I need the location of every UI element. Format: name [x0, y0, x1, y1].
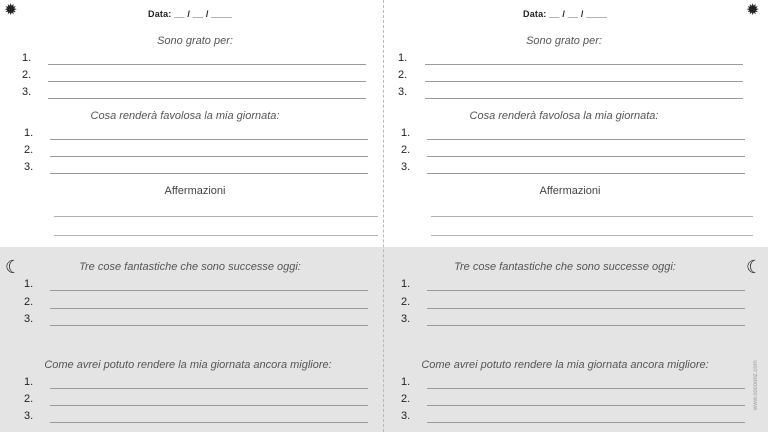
grateful-title: Sono grato per:	[526, 35, 602, 47]
moon-icon: ☾	[746, 257, 763, 277]
grateful-title: Sono grato per:	[157, 35, 233, 47]
list-number: 1.	[398, 52, 408, 64]
list-number: 2.	[24, 144, 34, 156]
writing-line[interactable]	[427, 173, 745, 174]
writing-line[interactable]	[48, 81, 366, 82]
affermazioni-title: Affermazioni	[539, 185, 601, 197]
list-number: 1.	[401, 278, 411, 290]
list-number: 1.	[401, 127, 411, 139]
list-number: 3.	[22, 86, 32, 98]
tre-cose-title: Tre cose fantastiche che sono successe oggi:	[79, 261, 301, 273]
writing-line[interactable]	[54, 216, 378, 217]
writing-line[interactable]	[54, 235, 378, 236]
writing-line[interactable]	[48, 64, 366, 65]
list-number: 2.	[401, 296, 411, 308]
writing-line[interactable]	[427, 156, 745, 157]
list-number: 1.	[401, 376, 411, 388]
writing-line[interactable]	[50, 405, 368, 406]
writing-line[interactable]	[427, 325, 745, 326]
migliore-title: Come avrei potuto rendere la mia giornata ancora migliore:	[44, 359, 332, 371]
list-number: 1.	[22, 52, 32, 64]
writing-line[interactable]	[425, 81, 743, 82]
favolosa-title: Cosa renderà favolosa la mia giornata:	[90, 110, 280, 122]
list-number: 2.	[398, 69, 408, 81]
cut-line-divider	[383, 0, 384, 432]
list-number: 3.	[24, 410, 34, 422]
list-number: 2.	[24, 296, 34, 308]
writing-line[interactable]	[427, 139, 745, 140]
list-number: 1.	[24, 127, 34, 139]
list-number: 3.	[398, 86, 408, 98]
favolosa-title: Cosa renderà favolosa la mia giornata:	[469, 110, 659, 122]
writing-line[interactable]	[50, 388, 368, 389]
list-number: 3.	[401, 161, 411, 173]
journal-card-left	[0, 0, 383, 432]
writing-line[interactable]	[427, 290, 745, 291]
writing-line[interactable]	[425, 64, 743, 65]
writing-line[interactable]	[431, 216, 753, 217]
journal-card-right	[385, 0, 768, 432]
list-number: 3.	[401, 313, 411, 325]
list-number: 2.	[24, 393, 34, 405]
date-field: Data: __ / __ / ____	[148, 9, 233, 19]
sun-icon: ✹	[746, 2, 760, 19]
list-number: 2.	[401, 144, 411, 156]
writing-line[interactable]	[50, 139, 368, 140]
list-number: 1.	[24, 278, 34, 290]
writing-line[interactable]	[425, 98, 743, 99]
writing-line[interactable]	[50, 156, 368, 157]
list-number: 2.	[401, 393, 411, 405]
writing-line[interactable]	[431, 235, 753, 236]
affermazioni-title: Affermazioni	[164, 185, 226, 197]
sun-icon: ✹	[4, 2, 18, 19]
writing-line[interactable]	[50, 325, 368, 326]
list-number: 3.	[24, 313, 34, 325]
site-credit: www.cocoonz.com	[753, 360, 759, 410]
writing-line[interactable]	[427, 388, 745, 389]
writing-line[interactable]	[427, 405, 745, 406]
list-number: 1.	[24, 376, 34, 388]
moon-icon: ☾	[5, 257, 22, 277]
migliore-title: Come avrei potuto rendere la mia giornata ancora migliore:	[421, 359, 709, 371]
writing-line[interactable]	[50, 308, 368, 309]
date-field: Data: __ / __ / ____	[523, 9, 608, 19]
writing-line[interactable]	[48, 98, 366, 99]
tre-cose-title: Tre cose fantastiche che sono successe oggi:	[454, 261, 676, 273]
list-number: 3.	[24, 161, 34, 173]
writing-line[interactable]	[50, 290, 368, 291]
writing-line[interactable]	[427, 422, 745, 423]
list-number: 3.	[401, 410, 411, 422]
writing-line[interactable]	[50, 173, 368, 174]
writing-line[interactable]	[427, 308, 745, 309]
writing-line[interactable]	[50, 422, 368, 423]
list-number: 2.	[22, 69, 32, 81]
